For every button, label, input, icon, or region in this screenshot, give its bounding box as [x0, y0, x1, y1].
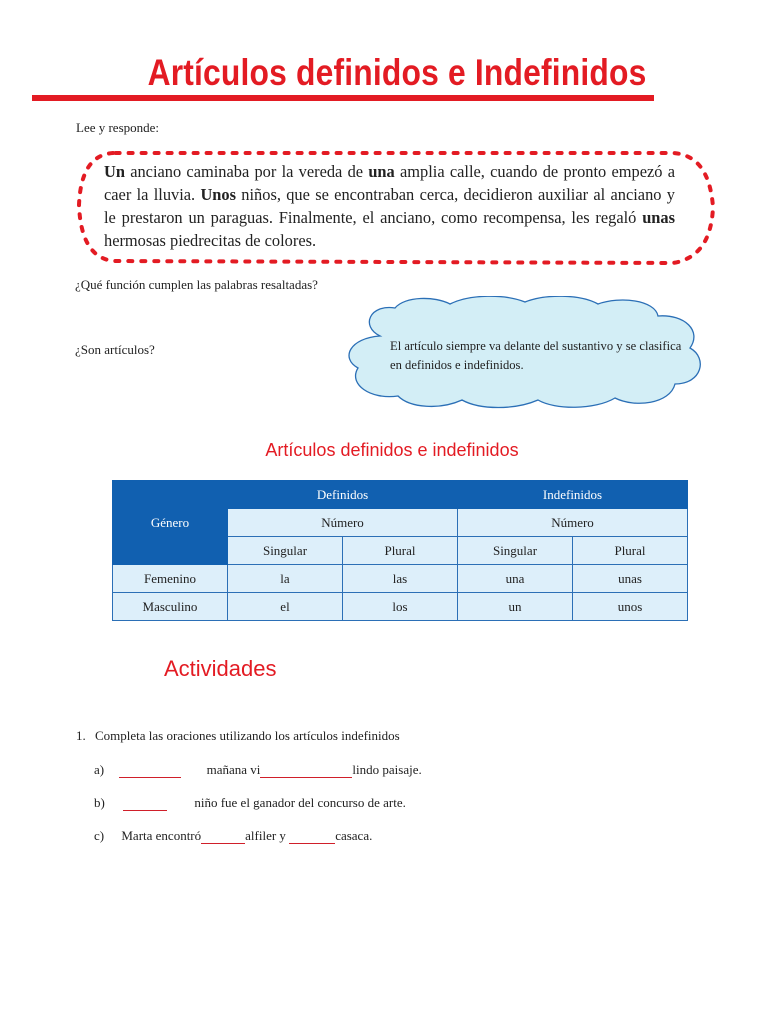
table-row — [113, 593, 688, 621]
question-function: ¿Qué función cumplen las palabras resaltadas? — [75, 277, 318, 292]
activities-title: Actividades — [164, 656, 277, 681]
story-paragraph: Un anciano caminaba por la vereda de una amplia calle, cuando de pronto empezó a caer la lluvia. Unos niños, que se encontraban cerca, decidieron auxiliar al anciano y le prestaron un paraguas. Finalmente, el anciano, como recompensa, les regaló unas hermosas piedrecitas de colores. — [104, 162, 675, 250]
row-label: Femenino — [113, 565, 228, 593]
header-plural-def: Plural — [343, 537, 458, 565]
answer-blank[interactable] — [201, 829, 245, 844]
activity-item-b: b) niño fue el ganador del concurso de arte. — [94, 795, 406, 810]
highlight-word: Unos — [200, 185, 236, 204]
table-cell: unos — [573, 593, 688, 621]
header-numero-ind: Número — [458, 509, 688, 537]
activity-instruction: 1. Completa las oraciones utilizando los artículos indefinidos — [76, 728, 400, 743]
table-cell: el — [228, 593, 343, 621]
table-cell: la — [228, 565, 343, 593]
title-underline — [32, 95, 654, 101]
header-singular-def: Singular — [228, 537, 343, 565]
header-numero-def: Número — [228, 509, 458, 537]
header-indefinidos: Indefinidos — [458, 481, 688, 509]
cloud-text: El artículo siempre va delante del sustantivo y se clasifica en definidos e indefinidos. — [390, 339, 682, 372]
header-plural-ind: Plural — [573, 537, 688, 565]
page-title: Artículos definidos e Indefinidos — [147, 52, 647, 93]
highlight-word: Un — [104, 162, 125, 181]
highlight-word: unas — [642, 208, 675, 227]
header-genero: Género — [113, 481, 228, 565]
activity-item-a: a) mañana vi lindo paisaje. — [94, 762, 422, 777]
answer-blank[interactable] — [289, 829, 335, 844]
table-cell: las — [343, 565, 458, 593]
activity-item-c: c) Marta encontró alfiler y casaca. — [94, 828, 373, 843]
answer-blank[interactable] — [260, 763, 352, 778]
articles-table — [112, 480, 688, 621]
answer-blank[interactable] — [123, 796, 167, 811]
table-row — [113, 565, 688, 593]
answer-blank[interactable] — [119, 763, 181, 778]
intro-instruction: Lee y responde: — [76, 120, 160, 135]
question-articles: ¿Son artículos? — [75, 342, 155, 357]
table-cell: los — [343, 593, 458, 621]
table-cell: un — [458, 593, 573, 621]
table-cell: unas — [573, 565, 688, 593]
header-singular-ind: Singular — [458, 537, 573, 565]
table-cell: una — [458, 565, 573, 593]
highlight-word: una — [368, 162, 395, 181]
header-definidos: Definidos — [228, 481, 458, 509]
row-label: Masculino — [113, 593, 228, 621]
table-title: Artículos definidos e indefinidos — [265, 440, 519, 460]
